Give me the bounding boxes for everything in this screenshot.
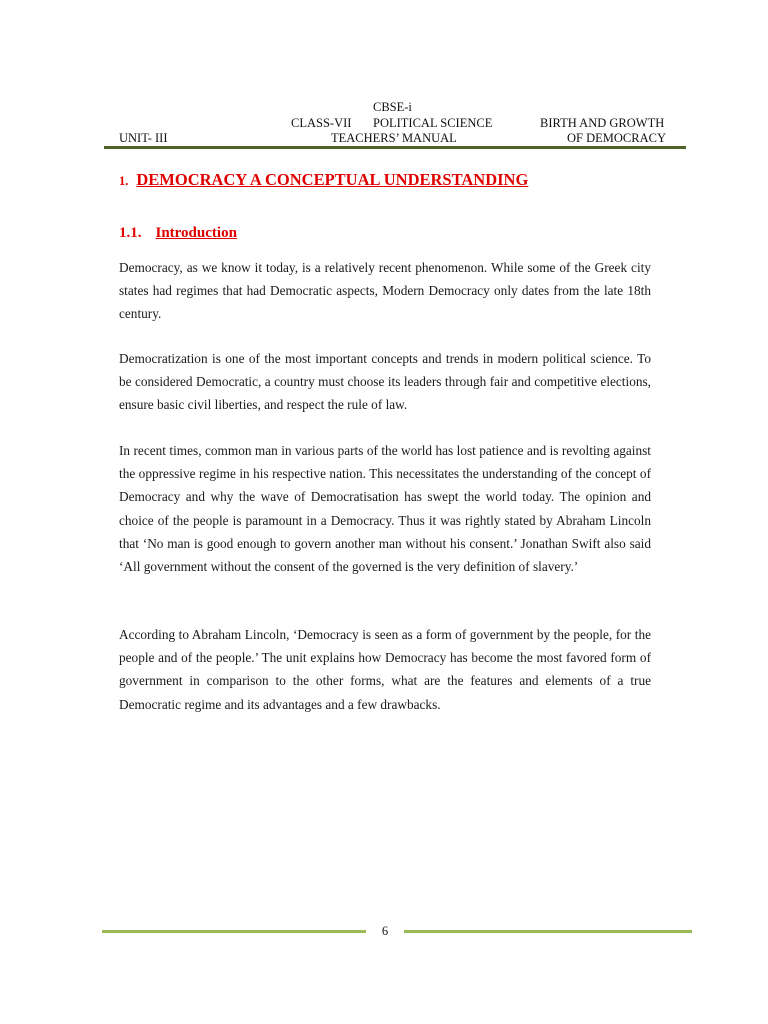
header-board: CBSE-i xyxy=(373,100,412,114)
paragraph-4: According to Abraham Lincoln, ‘Democracy is seen as a form of government by the people, for the people and of the people.’ The unit explains how Democracy has become the most favored form of government in comparison to the other forms, what are the features and elements of a true Democratic regime and its advantages and a few drawbacks. xyxy=(119,627,651,712)
page-number: 6 xyxy=(381,924,389,938)
subsection-heading xyxy=(119,225,237,242)
section-number: 1. xyxy=(119,174,129,188)
header-chapter-line1: BIRTH AND GROWTH xyxy=(540,116,665,130)
header-class: CLASS-VII xyxy=(291,116,352,130)
header-subject: POLITICAL SCIENCE xyxy=(373,116,493,130)
subsection-title: Introduction xyxy=(155,225,237,241)
footer-rule-right xyxy=(404,930,692,933)
header-divider xyxy=(104,146,686,149)
footer-rule-left xyxy=(102,930,366,933)
subsection-number: 1.1. xyxy=(119,225,142,241)
paragraph-2: Democratization is one of the most important concepts and trends in modern political science. To be considered Democratic, a country must choose its leaders through fair and competitive elections, ensure basic civil liberties, and respect the rule of law. xyxy=(119,351,651,413)
section-heading xyxy=(119,170,528,190)
paragraph-3: In recent times, common man in various parts of the world has lost patience and is revolting against the oppressive regime in his respective nation. This necessitates the understanding of the concept of Democracy and why the wave of Democratisation has swept the world today. The opinion and choice of the people is paramount in a Democracy. Thus it was rightly stated by Abraham Lincoln that ‘No man is good enough to govern another man without his consent.’ Jonathan Swift also said ‘All government without the consent of the governed is the very definition of slavery.’ xyxy=(119,443,651,575)
paragraph-1: Democracy, as we know it today, is a relatively recent phenomenon. While some of the Greek city states had regimes that had Democratic aspects, Modern Democracy only dates from the late 18th century. xyxy=(119,260,651,322)
header-chapter-line2: OF DEMOCRACY xyxy=(567,131,666,145)
section-title: DEMOCRACY A CONCEPTUAL UNDERSTANDING xyxy=(136,170,529,189)
header-unit: UNIT- III xyxy=(119,131,168,145)
header-manual: TEACHERS’ MANUAL xyxy=(331,131,457,145)
